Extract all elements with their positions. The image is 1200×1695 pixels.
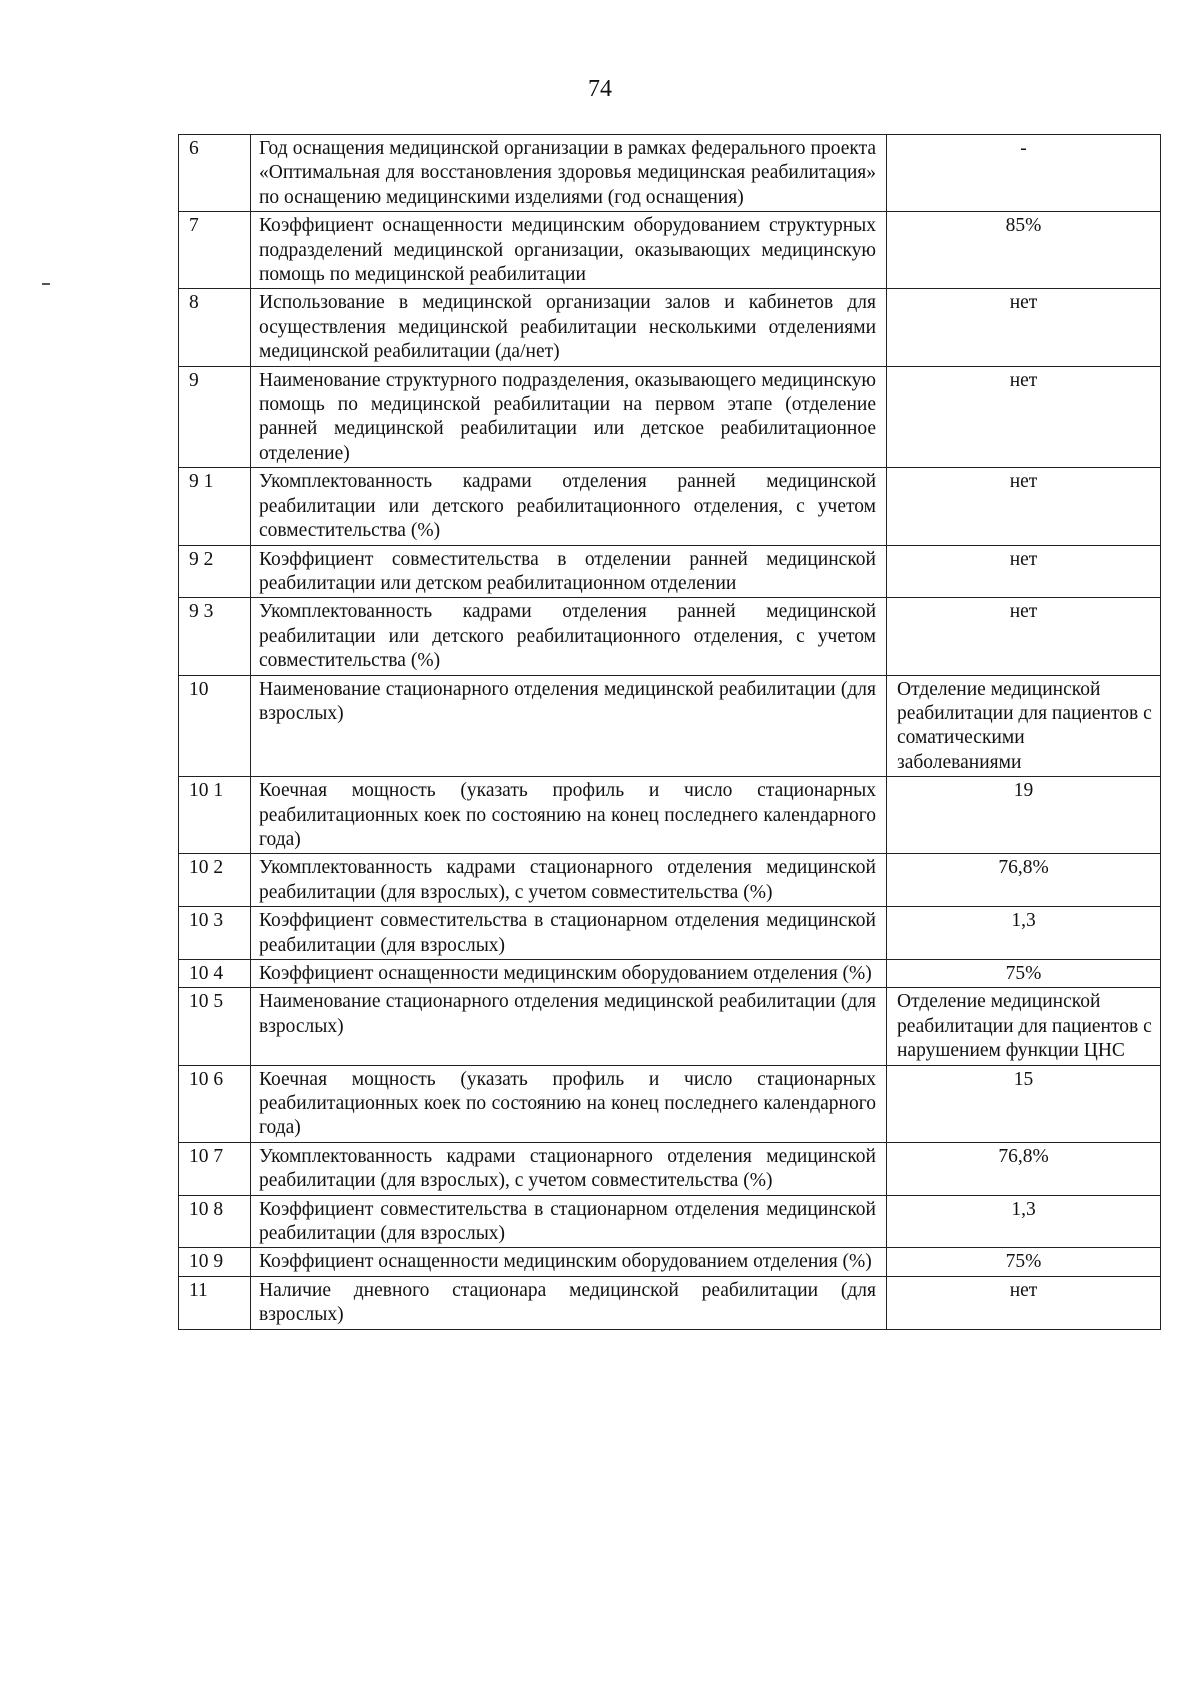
row-value: 1,3 [887, 1195, 1161, 1248]
table-row [179, 1195, 1161, 1248]
row-description: Коечная мощность (указать профиль и число стационарных реабилитационных коек по состоянию на конец последнего календарного года) [251, 777, 887, 854]
table-row [179, 212, 1161, 289]
row-number: 10 3 [179, 907, 251, 960]
row-value: 76,8% [887, 854, 1161, 907]
row-description: Наличие дневного стационара медицинской реабилитации (для взрослых) [251, 1276, 887, 1329]
row-value: нет [887, 289, 1161, 366]
row-number: 10 1 [179, 777, 251, 854]
row-value: нет [887, 468, 1161, 545]
row-number: 10 5 [179, 988, 251, 1065]
table-row [179, 598, 1161, 675]
row-value: 75% [887, 1248, 1161, 1276]
row-value: - [887, 135, 1161, 212]
table-row [179, 907, 1161, 960]
row-number: 10 4 [179, 960, 251, 988]
row-value: Отделение медицинской реабилитации для пациентов с нарушением функции ЦНС [887, 988, 1161, 1065]
table-row [179, 366, 1161, 468]
table-row [179, 135, 1161, 212]
row-value: Отделение медицинской реабилитации для пациентов с соматическими заболеваниями [887, 675, 1161, 777]
row-number: 7 [179, 212, 251, 289]
row-description: Наименование структурного подразделения, оказывающего медицинскую помощь по медицинской реабилитации на первом этапе (отделение ранней медицинской реабилитации или детское реабилитационное отделение) [251, 366, 887, 468]
row-number: 10 7 [179, 1142, 251, 1195]
row-description: Укомплектованность кадрами стационарного отделения медицинской реабилитации (для взрослых), с учетом совместительства (%) [251, 1142, 887, 1195]
row-description: Коэффициент совместительства в отделении ранней медицинской реабилитации или детском реабилитационном отделении [251, 545, 887, 598]
row-description: Коэффициент оснащенности медицинским оборудованием отделения (%) [251, 960, 887, 988]
row-value: 75% [887, 960, 1161, 988]
row-value: нет [887, 545, 1161, 598]
row-value: 19 [887, 777, 1161, 854]
row-description: Наименование стационарного отделения медицинской реабилитации (для взрослых) [251, 988, 887, 1065]
row-number: 11 [179, 1276, 251, 1329]
row-number: 6 [179, 135, 251, 212]
table-row [179, 988, 1161, 1065]
row-value: 85% [887, 212, 1161, 289]
table-row [179, 545, 1161, 598]
row-value: нет [887, 598, 1161, 675]
table-row [179, 289, 1161, 366]
row-value: 1,3 [887, 907, 1161, 960]
table-row [179, 777, 1161, 854]
row-description: Коэффициент оснащенности медицинским оборудованием структурных подразделений медицинской организации, оказывающих медицинскую помощь по медицинской реабилитации [251, 212, 887, 289]
row-number: 9 1 [179, 468, 251, 545]
row-number: 8 [179, 289, 251, 366]
table-row [179, 854, 1161, 907]
row-value: нет [887, 1276, 1161, 1329]
page-number: 74 [588, 76, 612, 102]
row-description: Коэффициент совместительства в стационарном отделения медицинской реабилитации (для взрослых) [251, 907, 887, 960]
row-number: 9 3 [179, 598, 251, 675]
row-value: 15 [887, 1065, 1161, 1142]
row-value: 76,8% [887, 1142, 1161, 1195]
row-description: Коэффициент совместительства в стационарном отделения медицинской реабилитации (для взрослых) [251, 1195, 887, 1248]
row-value: нет [887, 366, 1161, 468]
row-number: 9 [179, 366, 251, 468]
table-row [179, 1248, 1161, 1276]
row-number: 10 [179, 675, 251, 777]
margin-mark [42, 283, 50, 285]
row-description: Укомплектованность кадрами отделения ранней медицинской реабилитации или детского реабилитационного отделения, с учетом совместительства (%) [251, 468, 887, 545]
row-number: 10 9 [179, 1248, 251, 1276]
table-row [179, 1276, 1161, 1329]
row-description: Коечная мощность (указать профиль и число стационарных реабилитационных коек по состоянию на конец последнего календарного года) [251, 1065, 887, 1142]
indicators-table [178, 134, 1161, 1330]
row-number: 10 8 [179, 1195, 251, 1248]
table-row [179, 675, 1161, 777]
row-description: Использование в медицинской организации залов и кабинетов для осуществления медицинской реабилитации несколькими отделениями медицинской реабилитации (да/нет) [251, 289, 887, 366]
row-number: 9 2 [179, 545, 251, 598]
row-description: Коэффициент оснащенности медицинским оборудованием отделения (%) [251, 1248, 887, 1276]
row-description: Наименование стационарного отделения медицинской реабилитации (для взрослых) [251, 675, 887, 777]
table-row [179, 1065, 1161, 1142]
table-row [179, 960, 1161, 988]
row-description: Год оснащения медицинской организации в рамках федерального проекта «Оптимальная для восстановления здоровья медицинская реабилитация» по оснащению медицинскими изделиями (год оснащения) [251, 135, 887, 212]
row-description: Укомплектованность кадрами отделения ранней медицинской реабилитации или детского реабилитационного отделения, с учетом совместительства (%) [251, 598, 887, 675]
row-number: 10 2 [179, 854, 251, 907]
table-row [179, 468, 1161, 545]
row-description: Укомплектованность кадрами стационарного отделения медицинской реабилитации (для взрослых), с учетом совместительства (%) [251, 854, 887, 907]
row-number: 10 6 [179, 1065, 251, 1142]
table-row [179, 1142, 1161, 1195]
